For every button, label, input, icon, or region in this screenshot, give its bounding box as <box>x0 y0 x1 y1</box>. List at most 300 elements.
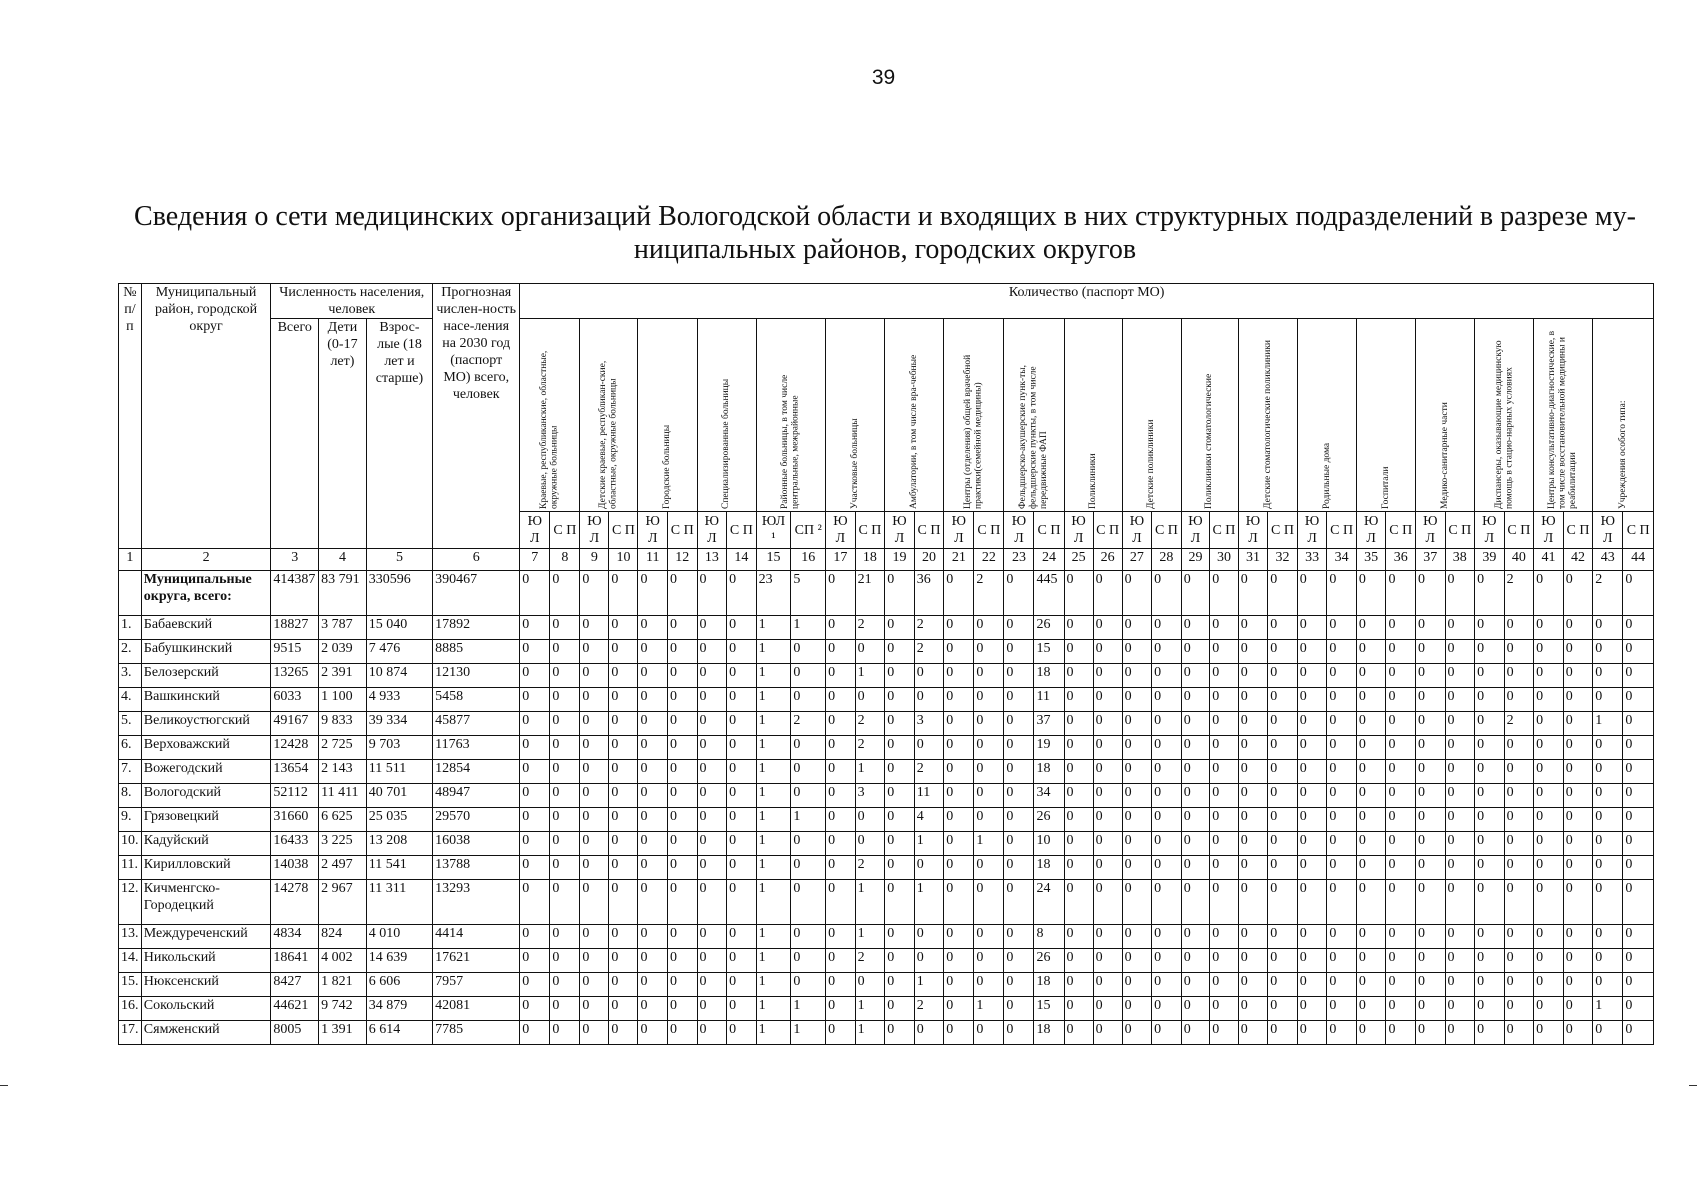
row-value: 0 <box>1268 571 1298 616</box>
row-district-name: Грязовецкий <box>141 808 271 832</box>
column-number: 26 <box>1093 549 1122 571</box>
row-value: 0 <box>1238 616 1268 640</box>
row-value: 0 <box>1356 880 1386 925</box>
row-value: 0 <box>638 997 668 1021</box>
row-value: 0 <box>974 880 1004 925</box>
row-no: 2. <box>119 640 142 664</box>
row-value: 2 <box>914 640 944 664</box>
ul-subheader: Ю Л <box>1356 512 1386 549</box>
row-value: 0 <box>944 832 974 856</box>
row-value: 1 <box>855 925 885 949</box>
column-number: 13 <box>697 549 727 571</box>
row-value: 2 <box>914 997 944 1021</box>
row-value: 2 <box>974 571 1004 616</box>
row-value: 0 <box>1210 925 1239 949</box>
row-no: 10. <box>119 832 142 856</box>
row-value: 0 <box>1152 784 1182 808</box>
row-value: 0 <box>1238 640 1268 664</box>
ul-subheader: Ю Л <box>520 512 550 549</box>
row-value: 0 <box>1563 880 1593 925</box>
ul-subheader: Ю Л <box>885 512 915 549</box>
ul-subheader: Ю Л <box>1181 512 1210 549</box>
row-value: 1 <box>756 664 791 688</box>
column-number: 16 <box>791 549 826 571</box>
sp-subheader: СП ² <box>791 512 826 549</box>
row-value: 2 <box>855 949 885 973</box>
column-number: 7 <box>520 549 550 571</box>
row-value: 0 <box>1623 616 1654 640</box>
column-number: 15 <box>756 549 791 571</box>
row-value: 0 <box>1563 1021 1593 1045</box>
row-children: 2 497 <box>319 856 367 880</box>
group-header-2 <box>580 319 638 512</box>
row-value: 0 <box>609 640 638 664</box>
row-value: 0 <box>1563 664 1593 688</box>
ul-subheader: Ю Л <box>826 512 856 549</box>
column-number: 36 <box>1386 549 1416 571</box>
row-value: 0 <box>1297 832 1327 856</box>
row-value: 0 <box>1004 640 1034 664</box>
row-value: 1 <box>791 1021 826 1045</box>
column-number: 12 <box>668 549 698 571</box>
header-row-2 <box>119 319 1654 512</box>
row-value: 0 <box>1445 949 1475 973</box>
row-total: 44621 <box>271 997 319 1021</box>
row-value: 0 <box>1623 736 1654 760</box>
row-value: 0 <box>1297 760 1327 784</box>
row-value: 0 <box>1268 973 1298 997</box>
row-value: 0 <box>1534 664 1564 688</box>
row-value: 0 <box>1004 973 1034 997</box>
row-value: 0 <box>944 997 974 1021</box>
row-district-name: Междуреченский <box>141 925 271 949</box>
group-header-1 <box>520 319 580 512</box>
row-value: 0 <box>1004 616 1034 640</box>
row-value: 0 <box>1623 664 1654 688</box>
row-district-name: Кадуйский <box>141 832 271 856</box>
column-number: 42 <box>1563 549 1593 571</box>
row-value: 0 <box>609 1021 638 1045</box>
row-no: 5. <box>119 712 142 736</box>
row-value: 0 <box>1356 832 1386 856</box>
column-number: 32 <box>1268 549 1298 571</box>
row-value: 0 <box>550 880 580 925</box>
row-value: 0 <box>791 736 826 760</box>
row-district-name: Кичменгско-Городецкий <box>141 880 271 925</box>
row-value: 0 <box>668 571 698 616</box>
sp-subheader: С П <box>1268 512 1298 549</box>
row-value: 0 <box>974 640 1004 664</box>
row-value: 0 <box>580 856 609 880</box>
row-adults: 10 874 <box>366 664 432 688</box>
row-total: 18641 <box>271 949 319 973</box>
row-value: 0 <box>855 832 885 856</box>
row-value: 0 <box>1210 784 1239 808</box>
table-row <box>119 760 1654 784</box>
row-value: 0 <box>580 688 609 712</box>
row-adults: 330596 <box>366 571 432 616</box>
row-value: 0 <box>1475 784 1505 808</box>
table-row <box>119 664 1654 688</box>
row-value: 0 <box>1152 808 1182 832</box>
row-value: 0 <box>1122 856 1152 880</box>
row-value: 0 <box>1563 925 1593 949</box>
row-value: 0 <box>550 925 580 949</box>
row-value: 0 <box>1064 640 1093 664</box>
row-value: 0 <box>1297 664 1327 688</box>
row-value: 0 <box>1623 640 1654 664</box>
row-value: 23 <box>756 571 791 616</box>
row-value: 0 <box>1327 949 1357 973</box>
row-value: 0 <box>1064 712 1093 736</box>
row-value: 0 <box>1152 997 1182 1021</box>
row-value: 0 <box>885 712 915 736</box>
row-value: 0 <box>697 1021 727 1045</box>
row-value: 0 <box>1210 664 1239 688</box>
row-value: 0 <box>697 997 727 1021</box>
row-forecast: 16038 <box>433 832 520 856</box>
row-value: 0 <box>1534 784 1564 808</box>
row-value: 0 <box>1268 760 1298 784</box>
row-children: 2 967 <box>319 880 367 925</box>
row-value: 0 <box>1238 808 1268 832</box>
group-header-4 <box>697 319 756 512</box>
row-value: 0 <box>885 664 915 688</box>
row-value: 0 <box>697 832 727 856</box>
row-value: 0 <box>1238 832 1268 856</box>
row-value: 0 <box>1327 760 1357 784</box>
column-number: 20 <box>914 549 944 571</box>
row-value: 0 <box>609 664 638 688</box>
column-number: 3 <box>271 549 319 571</box>
row-forecast: 7957 <box>433 973 520 997</box>
row-value: 0 <box>1122 640 1152 664</box>
row-value: 0 <box>1004 760 1034 784</box>
row-value: 0 <box>727 856 757 880</box>
group-header-12 <box>1181 319 1238 512</box>
group-header-label: Краевые, республиканские, областные, окружные больницы <box>539 350 560 509</box>
row-value: 0 <box>1593 736 1623 760</box>
row-no: 7. <box>119 760 142 784</box>
row-total: 16433 <box>271 832 319 856</box>
row-value: 37 <box>1034 712 1064 736</box>
group-header-10 <box>1064 319 1122 512</box>
table-row <box>119 688 1654 712</box>
row-district-name: Сямженский <box>141 1021 271 1045</box>
row-no: 16. <box>119 997 142 1021</box>
row-value: 0 <box>1210 712 1239 736</box>
row-value: 0 <box>1504 640 1534 664</box>
row-value: 0 <box>826 784 856 808</box>
row-value: 0 <box>1475 808 1505 832</box>
row-value: 0 <box>974 664 1004 688</box>
row-value: 0 <box>826 712 856 736</box>
row-value: 0 <box>826 571 856 616</box>
row-children: 2 391 <box>319 664 367 688</box>
row-value: 0 <box>550 949 580 973</box>
row-value: 0 <box>1623 688 1654 712</box>
row-value: 0 <box>727 712 757 736</box>
row-value: 0 <box>668 925 698 949</box>
row-value: 0 <box>1297 784 1327 808</box>
row-value: 0 <box>1623 808 1654 832</box>
row-value: 0 <box>727 760 757 784</box>
row-adults: 11 541 <box>366 856 432 880</box>
row-value: 1 <box>914 832 944 856</box>
header-row-1 <box>119 284 1654 319</box>
row-value: 0 <box>1093 997 1122 1021</box>
row-value: 0 <box>1093 736 1122 760</box>
row-value: 0 <box>1504 760 1534 784</box>
row-value: 0 <box>1093 808 1122 832</box>
row-value: 0 <box>1004 664 1034 688</box>
row-value: 0 <box>697 784 727 808</box>
row-value: 0 <box>1415 736 1445 760</box>
row-value: 0 <box>1593 760 1623 784</box>
row-value: 0 <box>638 760 668 784</box>
row-district-name: Сокольский <box>141 997 271 1021</box>
row-value: 26 <box>1034 808 1064 832</box>
row-value: 0 <box>1297 1021 1327 1045</box>
row-value: 0 <box>1327 571 1357 616</box>
row-value: 0 <box>1268 688 1298 712</box>
row-value: 0 <box>1534 712 1564 736</box>
row-value: 0 <box>1534 997 1564 1021</box>
row-value: 0 <box>1504 616 1534 640</box>
row-value: 0 <box>1356 736 1386 760</box>
row-value: 0 <box>944 664 974 688</box>
row-no: 8. <box>119 784 142 808</box>
row-value: 0 <box>1475 832 1505 856</box>
row-value: 0 <box>1210 688 1239 712</box>
column-number: 37 <box>1415 549 1445 571</box>
row-value: 1 <box>756 949 791 973</box>
row-value: 0 <box>1181 760 1210 784</box>
row-value: 0 <box>1210 856 1239 880</box>
sp-subheader: С П <box>1152 512 1182 549</box>
table-row <box>119 880 1654 925</box>
row-value: 0 <box>1475 736 1505 760</box>
row-value: 0 <box>1004 571 1034 616</box>
row-value: 0 <box>1563 571 1593 616</box>
row-no: 17. <box>119 1021 142 1045</box>
row-value: 0 <box>1004 925 1034 949</box>
row-forecast: 12854 <box>433 760 520 784</box>
row-value: 0 <box>1064 808 1093 832</box>
row-value: 0 <box>974 973 1004 997</box>
row-value: 0 <box>520 784 550 808</box>
row-value: 0 <box>727 949 757 973</box>
row-value: 0 <box>944 973 974 997</box>
row-value: 0 <box>550 571 580 616</box>
row-value: 1 <box>756 784 791 808</box>
row-value: 0 <box>1475 760 1505 784</box>
row-children: 3 225 <box>319 832 367 856</box>
row-value: 1 <box>756 997 791 1021</box>
row-value: 0 <box>638 1021 668 1045</box>
row-value: 0 <box>1386 1021 1416 1045</box>
row-value: 0 <box>1386 640 1416 664</box>
table-row <box>119 736 1654 760</box>
row-value: 0 <box>1152 856 1182 880</box>
col-no-header: № п/п <box>119 284 142 549</box>
row-value: 1 <box>1593 997 1623 1021</box>
row-value: 0 <box>1386 880 1416 925</box>
row-value: 0 <box>1563 760 1593 784</box>
row-value: 1 <box>855 880 885 925</box>
column-number: 25 <box>1064 549 1093 571</box>
column-number: 35 <box>1356 549 1386 571</box>
row-value: 0 <box>944 616 974 640</box>
row-value: 0 <box>609 949 638 973</box>
row-total: 52112 <box>271 784 319 808</box>
row-value: 0 <box>1327 712 1357 736</box>
row-value: 0 <box>1623 760 1654 784</box>
row-value: 0 <box>974 760 1004 784</box>
row-total: 8427 <box>271 973 319 997</box>
row-value: 0 <box>580 949 609 973</box>
row-value: 0 <box>1475 925 1505 949</box>
row-value: 0 <box>1534 973 1564 997</box>
row-value: 0 <box>885 880 915 925</box>
row-value: 0 <box>668 784 698 808</box>
row-district-name: Великоустюгский <box>141 712 271 736</box>
row-value: 0 <box>580 736 609 760</box>
column-number: 27 <box>1122 549 1152 571</box>
row-value: 0 <box>580 832 609 856</box>
row-value: 0 <box>1004 736 1034 760</box>
row-value: 0 <box>1504 832 1534 856</box>
row-value: 24 <box>1034 880 1064 925</box>
row-value: 0 <box>1064 1021 1093 1045</box>
row-adults: 4 010 <box>366 925 432 949</box>
group-header-7 <box>885 319 944 512</box>
total-row <box>119 571 1654 616</box>
row-value: 0 <box>520 640 550 664</box>
group-header-5 <box>756 319 825 512</box>
row-value: 0 <box>1238 997 1268 1021</box>
row-value: 1 <box>756 925 791 949</box>
row-value: 0 <box>1004 712 1034 736</box>
row-value: 0 <box>1356 925 1386 949</box>
row-value: 0 <box>1064 856 1093 880</box>
row-value: 0 <box>1623 1021 1654 1045</box>
row-value: 0 <box>550 712 580 736</box>
row-value: 0 <box>1064 832 1093 856</box>
column-number: 28 <box>1152 549 1182 571</box>
group-header-label: Участковые больницы <box>849 418 860 509</box>
row-value: 0 <box>727 571 757 616</box>
row-value: 0 <box>855 808 885 832</box>
row-value: 0 <box>638 664 668 688</box>
row-value: 0 <box>944 925 974 949</box>
row-forecast: 12130 <box>433 664 520 688</box>
row-value: 0 <box>609 997 638 1021</box>
row-value: 0 <box>668 808 698 832</box>
row-children: 2 039 <box>319 640 367 664</box>
row-value: 0 <box>1563 973 1593 997</box>
group-header-6 <box>826 319 885 512</box>
row-value: 0 <box>1445 832 1475 856</box>
row-value: 0 <box>1268 880 1298 925</box>
row-value: 10 <box>1034 832 1064 856</box>
row-value: 0 <box>1181 688 1210 712</box>
row-value: 0 <box>1593 832 1623 856</box>
row-value: 0 <box>1415 997 1445 1021</box>
row-value: 0 <box>1327 997 1357 1021</box>
row-value: 0 <box>974 856 1004 880</box>
row-value: 2 <box>855 736 885 760</box>
row-value: 0 <box>974 736 1004 760</box>
row-district-name: Вашкинский <box>141 688 271 712</box>
row-total: 8005 <box>271 1021 319 1045</box>
row-value: 0 <box>791 832 826 856</box>
row-value: 0 <box>914 925 944 949</box>
row-value: 0 <box>1415 760 1445 784</box>
row-value: 0 <box>1210 949 1239 973</box>
row-value: 0 <box>1623 712 1654 736</box>
row-value: 0 <box>1415 808 1445 832</box>
column-number: 5 <box>366 549 432 571</box>
row-value: 0 <box>520 1021 550 1045</box>
row-value: 0 <box>1152 949 1182 973</box>
row-value: 0 <box>1563 808 1593 832</box>
row-value: 0 <box>609 784 638 808</box>
row-value: 0 <box>580 616 609 640</box>
row-adults: 25 035 <box>366 808 432 832</box>
ul-subheader: Ю Л <box>1415 512 1445 549</box>
row-value: 0 <box>1623 832 1654 856</box>
row-children: 11 411 <box>319 784 367 808</box>
row-value: 0 <box>697 925 727 949</box>
row-no <box>119 571 142 616</box>
row-value: 0 <box>1327 973 1357 997</box>
row-value: 0 <box>1238 1021 1268 1045</box>
row-value: 0 <box>791 688 826 712</box>
row-value: 0 <box>550 856 580 880</box>
row-total: 31660 <box>271 808 319 832</box>
row-value: 0 <box>1534 571 1564 616</box>
row-value: 0 <box>1475 616 1505 640</box>
row-value: 0 <box>1268 784 1298 808</box>
row-no: 15. <box>119 973 142 997</box>
row-value: 1 <box>791 997 826 1021</box>
group-header-label: Городские больницы <box>662 424 673 509</box>
table-row <box>119 997 1654 1021</box>
row-value: 0 <box>1181 997 1210 1021</box>
row-value: 0 <box>668 973 698 997</box>
column-number: 2 <box>141 549 271 571</box>
row-value: 0 <box>1504 664 1534 688</box>
row-value: 2 <box>1593 571 1623 616</box>
row-value: 0 <box>885 997 915 1021</box>
row-value: 2 <box>1504 712 1534 736</box>
row-value: 0 <box>638 616 668 640</box>
row-value: 0 <box>580 973 609 997</box>
row-value: 18 <box>1034 664 1064 688</box>
row-value: 0 <box>1093 571 1122 616</box>
column-number: 41 <box>1534 549 1564 571</box>
row-value: 0 <box>1593 640 1623 664</box>
row-value: 34 <box>1034 784 1064 808</box>
row-value: 0 <box>885 973 915 997</box>
row-total: 13265 <box>271 664 319 688</box>
row-value: 0 <box>550 640 580 664</box>
row-value: 0 <box>1268 616 1298 640</box>
row-district-name: Муниципальные округа, всего: <box>141 571 271 616</box>
row-district-name: Бабаевский <box>141 616 271 640</box>
row-value: 0 <box>1475 688 1505 712</box>
